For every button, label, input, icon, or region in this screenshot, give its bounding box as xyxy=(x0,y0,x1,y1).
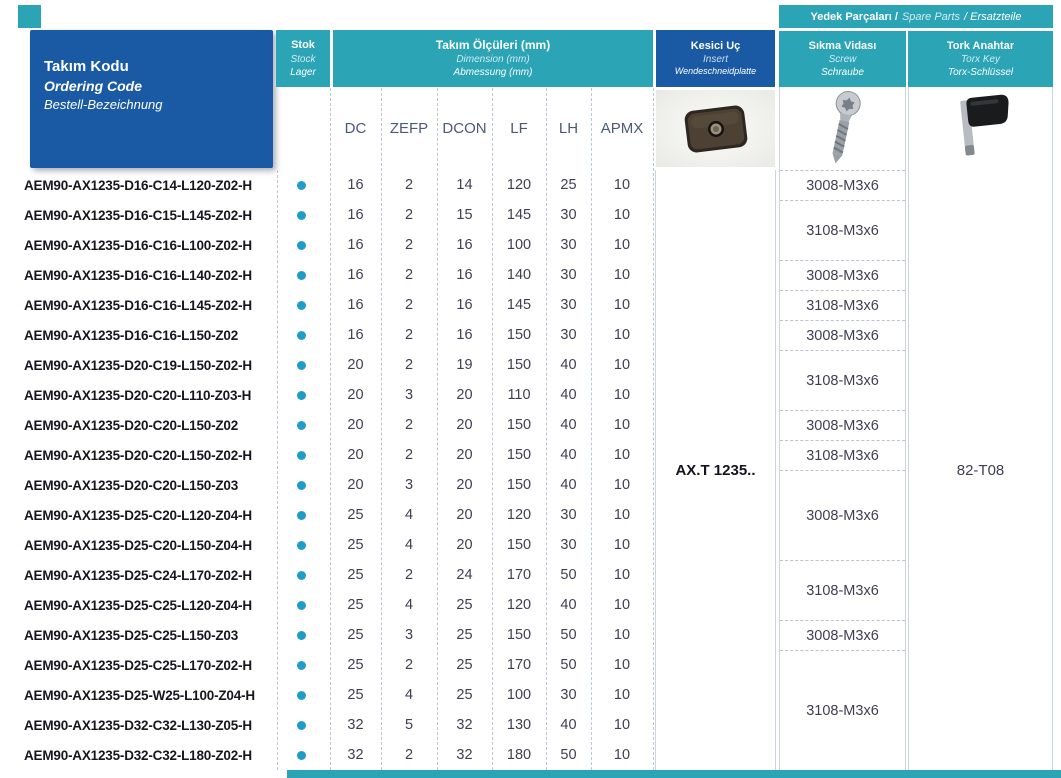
cell-apmx: 10 xyxy=(613,567,631,583)
table-row xyxy=(18,680,653,710)
stock-dot xyxy=(297,451,306,460)
cell-lh: 50 xyxy=(560,747,577,763)
cell-dcon: 20 xyxy=(456,417,473,433)
cell-zefp: 2 xyxy=(404,237,414,253)
cell-lh: 40 xyxy=(560,717,577,733)
ordering-code: AEM90-AX1235-D25-W25-L100-Z04-H xyxy=(24,687,255,703)
screw-spec: 3108-M3x6 xyxy=(780,351,905,411)
cell-lf: 110 xyxy=(507,387,531,403)
torx-key-cell: 82-T08 xyxy=(956,461,1005,479)
cell-apmx: 10 xyxy=(613,357,631,373)
cell-lf: 120 xyxy=(506,597,532,613)
screw-spec: 3108-M3x6 xyxy=(806,703,879,719)
cell-dcon: 15 xyxy=(456,207,473,223)
cell-zefp: 4 xyxy=(404,507,414,523)
table-row xyxy=(18,170,653,200)
cell-dc: 16 xyxy=(347,297,364,313)
stock-cell xyxy=(273,601,330,610)
cell-dc: 20 xyxy=(347,357,364,373)
cell-dc: 25 xyxy=(347,507,364,523)
screw-body xyxy=(780,170,905,770)
stock-cell xyxy=(273,661,330,670)
cell-lh: 40 xyxy=(560,447,577,463)
stock-dot xyxy=(297,241,306,250)
cell-dcon: 16 xyxy=(456,267,473,283)
ordering-code: AEM90-AX1235-D25-C25-L170-Z02-H xyxy=(24,657,252,673)
cell-apmx: 10 xyxy=(613,417,631,433)
table-row xyxy=(18,710,653,740)
screw-spec: 3008-M3x6 xyxy=(780,261,905,291)
ordering-code: AEM90-AX1235-D20-C19-L150-Z02-H xyxy=(24,357,252,373)
table-body xyxy=(18,170,653,770)
cell-lf: 150 xyxy=(506,327,532,343)
stock-cell xyxy=(273,571,330,580)
ordering-code: AEM90-AX1235-D16-C16-L145-Z02-H xyxy=(24,297,252,313)
cell-dc: 25 xyxy=(347,627,364,643)
screw-spec: 3108-M3x6 xyxy=(780,201,905,261)
table-row xyxy=(18,200,653,230)
ordering-code: AEM90-AX1235-D25-C25-L120-Z04-H xyxy=(24,597,252,613)
cell-apmx: 10 xyxy=(613,747,631,763)
cell-lh: 50 xyxy=(560,567,577,583)
cell-lh: 30 xyxy=(560,687,577,703)
table-row xyxy=(18,230,653,260)
screw-spec: 3008-M3x6 xyxy=(780,621,905,651)
cell-lh: 30 xyxy=(560,297,577,313)
cell-apmx: 10 xyxy=(613,237,631,253)
cell-dc: 20 xyxy=(347,447,364,463)
ordering-code: AEM90-AX1235-D20-C20-L150-Z02-H xyxy=(24,447,252,463)
cell-apmx: 10 xyxy=(613,657,631,673)
cell-zefp: 2 xyxy=(404,417,414,433)
cell-lh: 30 xyxy=(560,267,577,283)
cell-dc: 25 xyxy=(347,657,364,673)
insert-code-cell: AX.T 1235.. xyxy=(675,461,756,479)
cell-lf: 150 xyxy=(506,357,532,373)
cell-apmx: 10 xyxy=(613,207,631,223)
cell-dc: 16 xyxy=(347,237,364,253)
stock-dot xyxy=(297,331,306,340)
cell-dc: 16 xyxy=(347,207,364,223)
cell-lh: 25 xyxy=(560,177,577,193)
cell-lf: 150 xyxy=(506,537,532,553)
stock-cell xyxy=(273,391,330,400)
cell-apmx: 10 xyxy=(613,687,631,703)
cell-dc: 20 xyxy=(347,417,364,433)
screw-spec: 3008-M3x6 xyxy=(780,471,905,561)
ordering-code-title-en: Ordering Code xyxy=(44,78,143,94)
cell-lf: 140 xyxy=(506,267,532,283)
cell-apmx: 10 xyxy=(613,267,631,283)
table-row xyxy=(18,350,653,380)
cell-apmx: 10 xyxy=(613,327,631,343)
stock-cell xyxy=(273,451,330,460)
corner-accent xyxy=(18,5,41,28)
dimensions-column-header: Takım Ölçüleri (mm) Dimension (mm) Abmessung (mm) xyxy=(333,30,653,87)
table-row xyxy=(18,440,653,470)
stock-dot xyxy=(297,601,306,610)
table-row xyxy=(18,260,653,290)
column-label-lh: LH xyxy=(558,119,579,137)
stock-dot xyxy=(297,631,306,640)
table-row xyxy=(18,320,653,350)
column-label-dcon: DCON xyxy=(442,119,487,137)
stock-cell xyxy=(273,421,330,430)
cell-dcon: 19 xyxy=(456,357,473,373)
stock-cell xyxy=(273,541,330,550)
ordering-code: AEM90-AX1235-D32-C32-L180-Z02-H xyxy=(24,747,252,763)
stock-cell xyxy=(273,631,330,640)
cell-lh: 30 xyxy=(560,237,577,253)
cell-lh: 50 xyxy=(560,657,577,673)
stock-dot xyxy=(297,541,306,550)
table-row xyxy=(18,410,653,440)
cell-lf: 150 xyxy=(506,627,532,643)
stock-dot xyxy=(297,511,306,520)
cell-lf: 100 xyxy=(506,687,532,703)
stock-cell xyxy=(273,241,330,250)
stock-cell xyxy=(273,751,330,760)
ordering-code: AEM90-AX1235-D25-C20-L120-Z04-H xyxy=(24,507,252,523)
cell-dcon: 20 xyxy=(456,447,473,463)
cell-dc: 20 xyxy=(347,387,364,403)
ordering-code-header xyxy=(30,30,273,168)
cell-apmx: 10 xyxy=(613,387,631,403)
table-row xyxy=(18,560,653,590)
bottom-accent-bar xyxy=(287,770,1061,778)
cell-dcon: 16 xyxy=(456,237,473,253)
ordering-code: AEM90-AX1235-D25-C20-L150-Z04-H xyxy=(24,537,252,553)
cell-lh: 30 xyxy=(560,507,577,523)
stock-dot xyxy=(297,721,306,730)
cell-dc: 25 xyxy=(347,567,364,583)
stock-cell xyxy=(273,271,330,280)
torx-column-header: Tork Anahtar Torx Key Torx-Schlüssel xyxy=(908,31,1053,87)
insert-column-header: Kesici Uç Insert Wendeschneidplatte xyxy=(656,30,775,87)
screw-column-header: Sıkma Vidası Screw Schraube xyxy=(779,31,906,87)
ordering-code: AEM90-AX1235-D25-C24-L170-Z02-H xyxy=(24,567,252,583)
table-row xyxy=(18,290,653,320)
cell-lf: 180 xyxy=(506,747,532,763)
cell-dcon: 32 xyxy=(456,717,473,733)
cell-dc: 25 xyxy=(347,537,364,553)
ordering-code-title-tr: Takım Kodu xyxy=(44,58,129,75)
cell-lh: 40 xyxy=(560,417,577,433)
cell-lh: 30 xyxy=(560,327,577,343)
column-label-zefp: ZEFP xyxy=(389,119,429,137)
cell-apmx: 10 xyxy=(613,537,631,553)
stock-cell xyxy=(273,481,330,490)
stock-dot xyxy=(297,481,306,490)
stock-cell xyxy=(273,211,330,220)
cell-dc: 25 xyxy=(347,597,364,613)
cell-apmx: 10 xyxy=(613,177,631,193)
cell-lf: 120 xyxy=(506,177,532,193)
screw-spec: 3008-M3x6 xyxy=(780,171,905,201)
table-row xyxy=(18,380,653,410)
cell-dcon: 20 xyxy=(456,387,473,403)
stock-cell xyxy=(273,331,330,340)
cell-lf: 130 xyxy=(506,717,532,733)
ordering-code: AEM90-AX1235-D20-C20-L150-Z02 xyxy=(24,417,239,433)
cell-lh: 30 xyxy=(560,537,577,553)
cell-lh: 30 xyxy=(560,207,577,223)
screw-spec: 3108-M3x6 xyxy=(780,291,905,321)
cell-lf: 150 xyxy=(506,477,532,493)
cell-dc: 32 xyxy=(347,747,364,763)
cell-lf: 170 xyxy=(506,657,532,673)
screw-spec: 3008-M3x6 xyxy=(780,321,905,351)
ordering-code: AEM90-AX1235-D16-C15-L145-Z02-H xyxy=(24,207,252,223)
column-label-apmx: APMX xyxy=(600,119,644,137)
cell-dc: 16 xyxy=(347,177,364,193)
cell-lh: 40 xyxy=(560,597,577,613)
cell-dc: 20 xyxy=(347,477,364,493)
cell-zefp: 2 xyxy=(404,567,414,583)
screw-spec: 3108-M3x6 xyxy=(780,441,905,471)
ordering-code: AEM90-AX1235-D16-C16-L140-Z02-H xyxy=(24,267,252,283)
cell-lf: 170 xyxy=(506,567,532,583)
cell-zefp: 2 xyxy=(404,357,414,373)
spare-parts-header: Yedek Parçaları / Spare Parts / Ersatzteile xyxy=(779,5,1053,28)
cell-dcon: 16 xyxy=(456,327,473,343)
table-row xyxy=(18,530,653,560)
cell-zefp: 2 xyxy=(404,177,414,193)
stock-dot xyxy=(297,571,306,580)
cell-zefp: 2 xyxy=(404,447,414,463)
stock-dot xyxy=(297,751,306,760)
table-row xyxy=(18,590,653,620)
cell-lh: 50 xyxy=(560,627,577,643)
stock-dot xyxy=(297,661,306,670)
cell-dc: 32 xyxy=(347,717,364,733)
cell-dcon: 25 xyxy=(456,657,473,673)
stock-column-header: Stok Stock Lager xyxy=(276,30,330,87)
cell-zefp: 3 xyxy=(404,387,414,403)
cell-dc: 16 xyxy=(347,267,364,283)
cell-zefp: 2 xyxy=(404,657,414,673)
cell-zefp: 2 xyxy=(404,747,414,763)
stock-dot xyxy=(297,391,306,400)
ordering-code: AEM90-AX1235-D16-C16-L100-Z02-H xyxy=(24,237,252,253)
cell-dcon: 24 xyxy=(456,567,473,583)
stock-dot xyxy=(297,181,306,190)
cell-apmx: 10 xyxy=(613,477,631,493)
cell-lf: 100 xyxy=(506,237,532,253)
stock-dot xyxy=(297,421,306,430)
cell-lf: 145 xyxy=(506,207,532,223)
stock-dot xyxy=(297,271,306,280)
cell-apmx: 10 xyxy=(613,717,631,733)
ordering-code: AEM90-AX1235-D16-C16-L150-Z02 xyxy=(24,327,239,343)
cell-lf: 120 xyxy=(506,507,532,523)
cell-dcon: 20 xyxy=(456,507,473,523)
stock-dot xyxy=(297,691,306,700)
cell-zefp: 2 xyxy=(404,297,414,313)
cell-lh: 40 xyxy=(560,357,577,373)
ordering-code: AEM90-AX1235-D32-C32-L130-Z05-H xyxy=(24,717,252,733)
cell-dcon: 20 xyxy=(456,537,473,553)
stock-cell xyxy=(273,181,330,190)
table-row xyxy=(18,500,653,530)
cell-zefp: 4 xyxy=(404,597,414,613)
cell-dc: 16 xyxy=(347,327,364,343)
divider xyxy=(653,88,654,770)
table-row xyxy=(18,650,653,680)
cell-apmx: 10 xyxy=(613,507,631,523)
table-row xyxy=(18,470,653,500)
ordering-code: AEM90-AX1235-D20-C20-L150-Z03 xyxy=(24,477,239,493)
cell-zefp: 5 xyxy=(404,717,414,733)
cell-dcon: 16 xyxy=(456,297,473,313)
cell-apmx: 10 xyxy=(613,297,631,313)
stock-dot xyxy=(297,211,306,220)
cell-lh: 40 xyxy=(560,477,577,493)
screw-spec: 3008-M3x6 xyxy=(780,411,905,441)
ordering-code: AEM90-AX1235-D20-C20-L110-Z03-H xyxy=(24,387,252,403)
stock-cell xyxy=(273,301,330,310)
stock-dot xyxy=(297,301,306,310)
stock-cell xyxy=(273,691,330,700)
ordering-code: AEM90-AX1235-D16-C14-L120-Z02-H xyxy=(24,177,252,193)
column-label-dc: DC xyxy=(344,119,367,137)
cell-dcon: 14 xyxy=(456,177,473,193)
insert-image xyxy=(656,90,775,167)
cell-dcon: 25 xyxy=(456,687,473,703)
cell-dcon: 20 xyxy=(456,477,473,493)
stock-cell xyxy=(273,721,330,730)
stock-dot xyxy=(297,361,306,370)
stock-cell xyxy=(273,361,330,370)
cell-apmx: 10 xyxy=(613,447,631,463)
cell-lf: 150 xyxy=(506,417,532,433)
cell-zefp: 2 xyxy=(404,207,414,223)
cell-zefp: 2 xyxy=(404,267,414,283)
column-label-lf: LF xyxy=(510,119,528,137)
table-row xyxy=(18,740,653,770)
cell-zefp: 3 xyxy=(404,477,414,493)
cell-zefp: 3 xyxy=(404,627,414,643)
cell-apmx: 10 xyxy=(613,627,631,643)
table-row xyxy=(18,620,653,650)
ordering-code-title-de: Bestell-Bezeichnung xyxy=(44,97,163,112)
cell-zefp: 4 xyxy=(404,537,414,553)
cell-dcon: 25 xyxy=(456,627,473,643)
cell-lf: 150 xyxy=(506,447,532,463)
cell-dcon: 32 xyxy=(456,747,473,763)
cell-dc: 25 xyxy=(347,687,364,703)
cell-lh: 40 xyxy=(560,387,577,403)
milling-insert-icon xyxy=(674,97,758,161)
cell-dcon: 25 xyxy=(456,597,473,613)
screw-spec: 3108-M3x6 xyxy=(780,561,905,621)
cell-lf: 145 xyxy=(506,297,532,313)
stock-cell xyxy=(273,511,330,520)
ordering-code: AEM90-AX1235-D25-C25-L150-Z03 xyxy=(24,627,239,643)
cell-zefp: 4 xyxy=(404,687,414,703)
cell-zefp: 2 xyxy=(404,327,414,343)
cell-apmx: 10 xyxy=(613,597,631,613)
